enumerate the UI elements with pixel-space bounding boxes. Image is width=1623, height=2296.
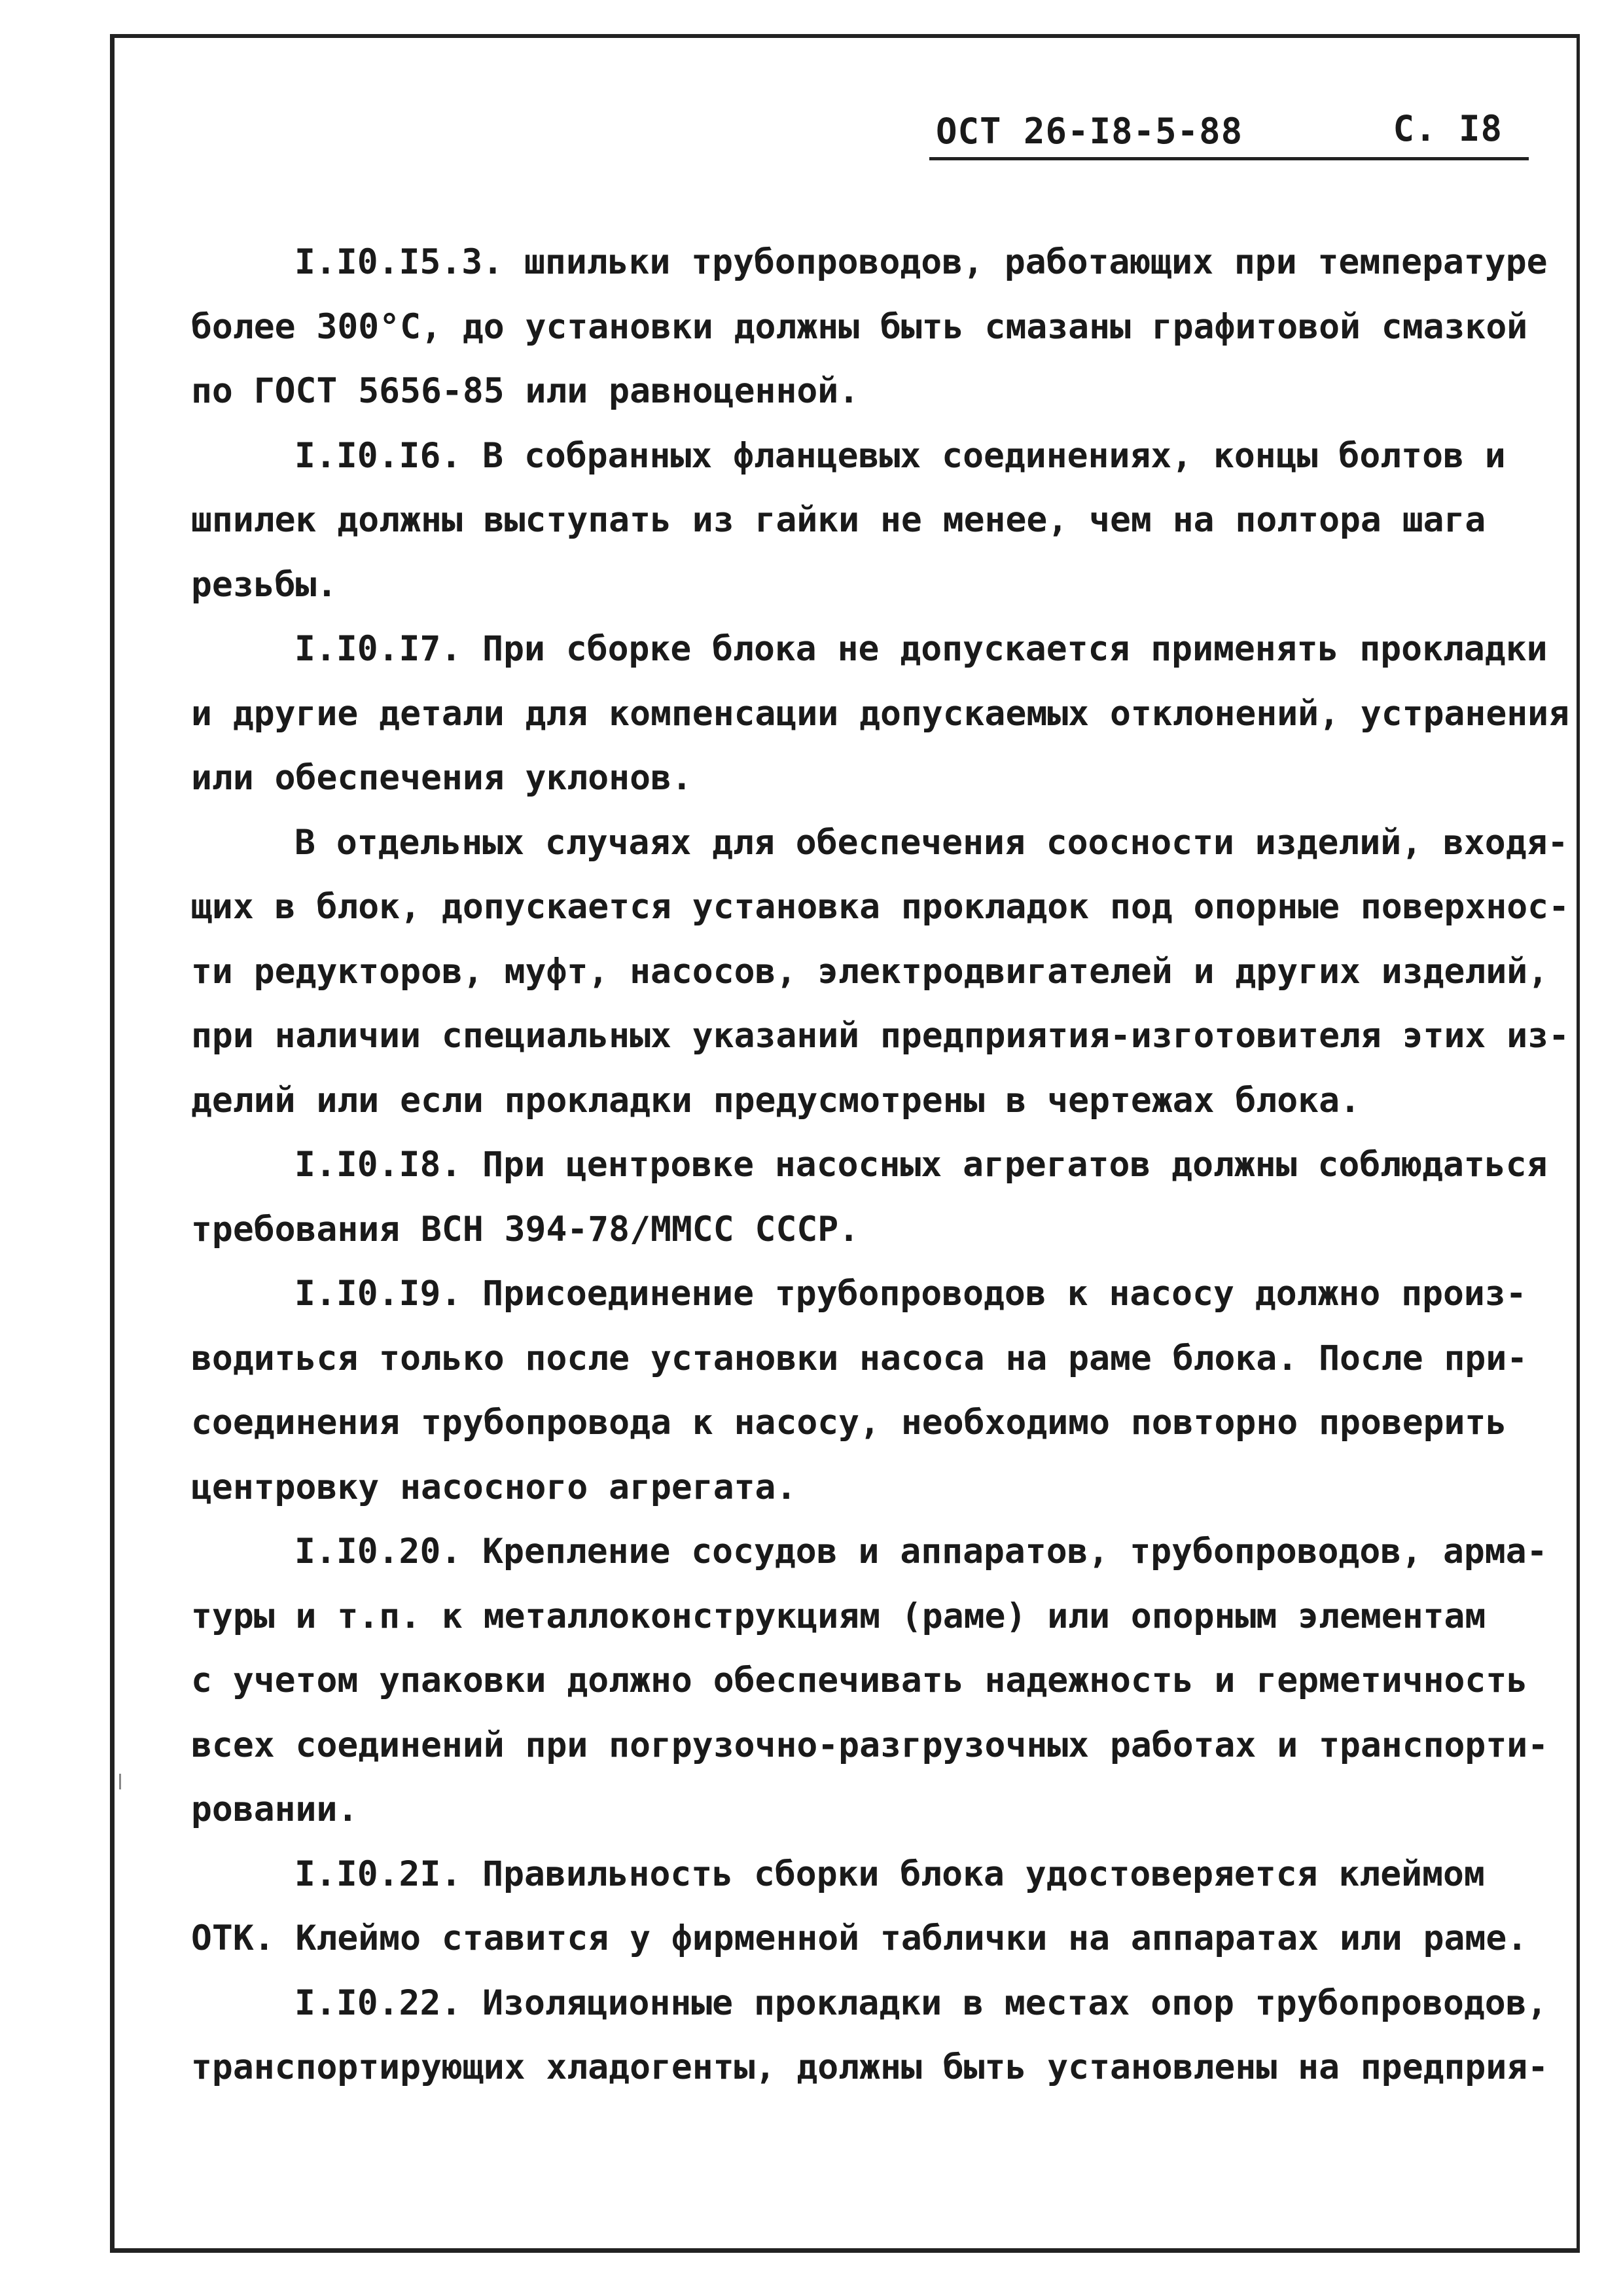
text-line: I.I0.I6. В собранных фланцевых соединениях, концы болтов и — [294, 435, 1506, 476]
document-code: ОСТ 26-I8-5-88 — [936, 111, 1243, 152]
text-line: I.I0.I5.3. шпильки трубопроводов, работающих при температуре — [294, 242, 1548, 282]
text-line: щих в блок, допускается установка прокладок под опорные поверхнос- — [191, 887, 1569, 927]
text-line: или обеспечения уклонов. — [191, 758, 692, 798]
text-line: резьбы. — [191, 564, 338, 605]
text-line: по ГОСТ 5656-85 или равноценной. — [191, 371, 860, 411]
text-line: при наличии специальных указаний предприятия-изготовителя этих из- — [191, 1016, 1569, 1056]
text-line: ти редукторов, муфт, насосов, электродвигателей и других изделий, — [191, 951, 1549, 992]
text-line: и другие детали для компенсации допускаемых отклонений, устранения — [191, 693, 1569, 734]
text-line: I.I0.I7. При сборке блока не допускается применять прокладки — [294, 629, 1548, 669]
text-line: транспортирующих хладогенты, должны быть установлены на предприя- — [191, 2047, 1549, 2087]
text-line: I.I0.I8. При центровке насосных агрегатов должны соблюдаться — [294, 1145, 1548, 1185]
page-number: С. I8 — [1393, 108, 1503, 149]
text-line: требования ВСН 394-78/ММСС СССР. — [191, 1209, 860, 1249]
text-line: ровании. — [191, 1789, 359, 1829]
text-line: I.I0.I9. Присоединение трубопроводов к насосу должно произ- — [294, 1274, 1527, 1314]
page-header — [929, 108, 1529, 160]
text-line: всех соединений при погрузочно-разгрузочных работах и транспорти- — [191, 1725, 1549, 1765]
text-line: I.I0.2I. Правильность сборки блока удостоверяется клеймом — [294, 1854, 1485, 1894]
text-line: шпилек должны выступать из гайки не менее, чем на полтора шага — [191, 500, 1486, 540]
text-line: центровку насосного агрегата. — [191, 1467, 797, 1507]
document-body — [191, 230, 1569, 2100]
text-line: водиться только после установки насоса на раме блока. После при- — [191, 1338, 1528, 1378]
text-line: делий или если прокладки предусмотрены в чертежах блока. — [191, 1080, 1361, 1121]
text-line: I.I0.22. Изоляционные прокладки в местах опор трубопроводов, — [294, 1982, 1548, 2023]
text-line: I.I0.20. Крепление сосудов и аппаратов, трубопроводов, арма- — [294, 1532, 1548, 1571]
text-line: соединения трубопровода к насосу, необходимо повторно проверить — [191, 1403, 1507, 1443]
text-line: с учетом упаковки должно обеспечивать надежность и герметичность — [191, 1660, 1528, 1700]
text-line: ОТК. Клеймо ставится у фирменной таблички на аппаратах или раме. — [191, 1918, 1528, 1958]
text-line: туры и т.п. к металлоконструкциям (раме) или опорным элементам — [191, 1596, 1486, 1636]
margin-mark — [119, 1774, 121, 1789]
text-line: более 300°С, до установки должны быть смазаны графитовой смазкой — [191, 306, 1528, 347]
text-line: В отдельных случаях для обеспечения соосности изделий, входя- — [294, 822, 1569, 863]
